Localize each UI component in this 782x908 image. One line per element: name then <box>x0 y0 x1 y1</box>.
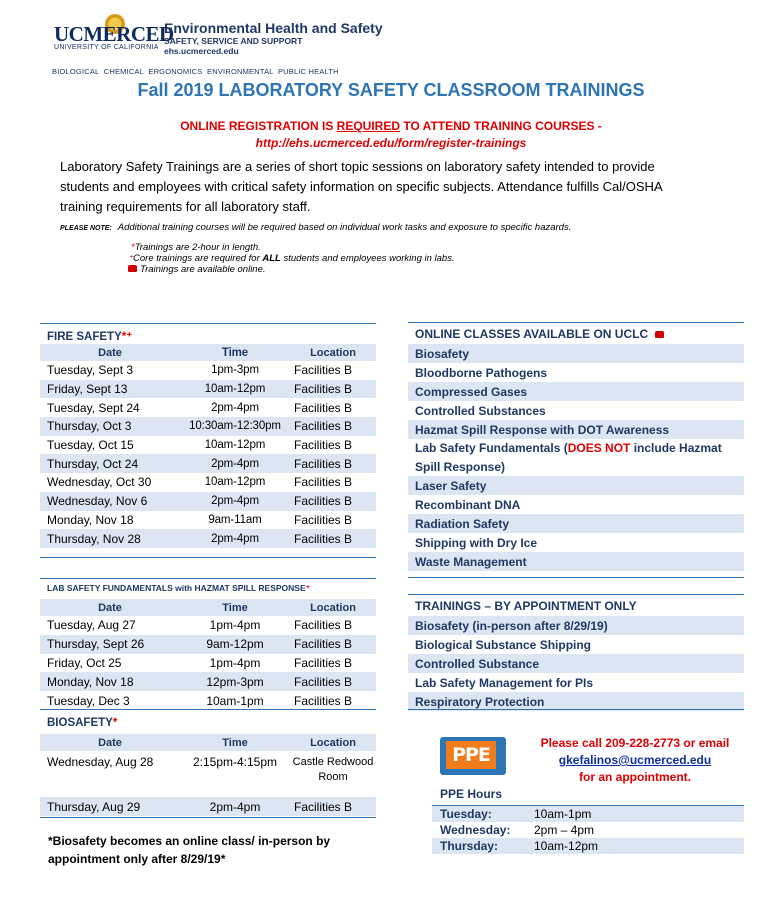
ppe-logo <box>440 737 506 775</box>
divider <box>408 709 744 710</box>
table-row: Wednesday: 2pm – 4pm <box>440 823 595 837</box>
biosafety-table <box>40 712 376 816</box>
table-row: Tuesday, Aug 27 1pm-4pm Facilities B <box>47 618 353 633</box>
footnote-core: ⁺Core trainings are required for ALL students and employees working in labs. <box>128 253 455 264</box>
online-car-icon <box>128 265 137 272</box>
required-label: REQUIRED <box>336 119 400 133</box>
table-row: Tuesday, Dec 3 10am-1pm Facilities B <box>47 693 353 708</box>
divider <box>40 817 376 818</box>
ppe-email-link[interactable]: gkefalinos@ucmerced.edu <box>558 753 712 767</box>
page-title: Fall 2019 LABORATORY SAFETY CLASSROOM TRAININGS <box>137 80 645 100</box>
ppe-hours-title: PPE Hours <box>440 787 503 801</box>
table-row: Tuesday, Sept 24 2pm-4pm Facilities B <box>47 400 353 415</box>
biosafety-note: *Biosafety becomes an online class/ in-person by appointment only after 8/29/19* <box>48 834 331 866</box>
footnote-hours: *Trainings are 2-hour in length. <box>131 242 261 253</box>
fire-safety-table <box>40 323 376 548</box>
ehs-categories: BIOLOGICAL CHEMICAL ERGONOMICS ENVIRONMENTAL PUBLIC HEALTH <box>52 67 339 76</box>
table-row: Thursday, Nov 28 2pm-4pm Facilities B <box>40 529 376 548</box>
appointment-trainings-table <box>408 594 744 711</box>
table-row: Thursday, Oct 3 10:30am-12:30pm Facilities B <box>40 417 376 436</box>
table-row: Wednesday, Oct 30 10am-12pm Facilities B <box>47 475 353 490</box>
list-item: Lab Safety Management for PIs <box>415 675 594 690</box>
ppe-logo-text: PPE <box>446 741 496 769</box>
ppe-contact: Please call 209-228-2773 or email gkefalinos@ucmerced.edu for an appointment. <box>520 735 750 786</box>
list-item: Shipping with Dry Ice <box>415 535 538 550</box>
ehs-tagline: SAFETY, SERVICE AND SUPPORT <box>164 36 303 46</box>
biosafety-title: BIOSAFETY* <box>47 717 118 729</box>
lsf-title: LAB SAFETY FUNDAMENTALS with HAZMAT SPILL RESPONSE⁺ <box>47 583 311 593</box>
online-classes-table <box>408 322 744 571</box>
ehs-url[interactable]: ehs.ucmerced.edu <box>164 46 239 56</box>
table-row: Thursday: 10am-12pm <box>432 838 744 854</box>
list-item: Waste Management <box>408 552 744 571</box>
list-item: Radiation Safety <box>408 514 744 533</box>
table-row: Tuesday: 10am-1pm <box>432 806 744 822</box>
logo-subtitle: UNIVERSITY OF CALIFORNIA <box>54 44 159 51</box>
table-row: Monday, Nov 18 9am-11am Facilities B <box>47 512 353 527</box>
ehs-title: Environmental Health and Safety <box>164 20 383 36</box>
list-item: Lab Safety Fundamentals (DOES NOT include Hazmat Spill Response) <box>415 440 722 474</box>
online-car-icon <box>655 331 664 338</box>
table-row: Wednesday, Nov 6 2pm-4pm Facilities B <box>40 492 376 511</box>
please-note: PLEASE NOTE: Additional training courses will be required based on individual work tasks and exposure to specific hazards. <box>60 222 572 233</box>
table-row: Friday, Oct 25 1pm-4pm Facilities B <box>47 655 353 670</box>
list-item: Respiratory Protection <box>408 692 744 711</box>
table-row: Tuesday, Oct 15 10am-12pm Facilities B <box>47 438 353 453</box>
list-item: Biological Substance Shipping <box>415 637 592 652</box>
list-item: Biosafety <box>408 344 744 363</box>
online-classes-title: ONLINE CLASSES AVAILABLE ON UCLC <box>408 323 744 344</box>
table-header: Date Time Location <box>40 599 376 616</box>
table-row: Tuesday, Sept 3 1pm-3pm Facilities B <box>47 363 353 378</box>
ppe-hours-table <box>432 805 744 854</box>
table-row: Monday, Nov 18 12pm-3pm Facilities B <box>40 672 376 691</box>
divider <box>408 577 744 578</box>
table-header: Date Time Location <box>40 344 376 361</box>
table-row: Friday, Sept 13 10am-12pm Facilities B <box>40 380 376 399</box>
footnote-online: Trainings are available online. <box>128 264 266 275</box>
logo-ucmerced: UCMERCED <box>54 22 174 46</box>
registration-link[interactable]: http://ehs.ucmerced.edu/form/register-trainings <box>255 136 527 150</box>
list-item: Controlled Substance <box>408 654 744 673</box>
appointment-title: TRAININGS – BY APPOINTMENT ONLY <box>415 599 637 613</box>
table-row: Wednesday, Aug 28 2:15pm-4:15pm Castle Redwood Room <box>47 755 374 783</box>
table-header: Date Time Location <box>40 734 376 751</box>
table-row: Thursday, Sept 26 9am-12pm Facilities B <box>40 635 376 654</box>
list-item: Recombinant DNA <box>415 497 521 512</box>
list-item: Hazmat Spill Response with DOT Awareness <box>408 420 744 439</box>
intro-paragraph: Laboratory Safety Trainings are a series of short topic sessions on laboratory safety intended to provide students and employees with critical safety information on specific subjects. Attendance fulfills Cal/OSHA training requirements for all laboratory staff. <box>60 159 662 214</box>
divider <box>40 709 376 710</box>
fire-safety-title: FIRE SAFETY*⁺ <box>47 331 133 343</box>
table-row: Thursday, Aug 29 2pm-4pm Facilities B <box>40 797 376 816</box>
registration-notice: ONLINE REGISTRATION IS REQUIRED TO ATTEND TRAINING COURSES - <box>180 119 602 133</box>
list-item: Compressed Gases <box>408 382 744 401</box>
lab-safety-fundamentals-table <box>40 578 376 710</box>
list-item: Biosafety (in-person after 8/29/19) <box>408 616 744 635</box>
list-item: Laser Safety <box>408 476 744 495</box>
divider <box>40 557 376 558</box>
table-row: Thursday, Oct 24 2pm-4pm Facilities B <box>40 454 376 473</box>
list-item: Controlled Substances <box>415 403 546 418</box>
list-item: Bloodborne Pathogens <box>415 365 547 380</box>
